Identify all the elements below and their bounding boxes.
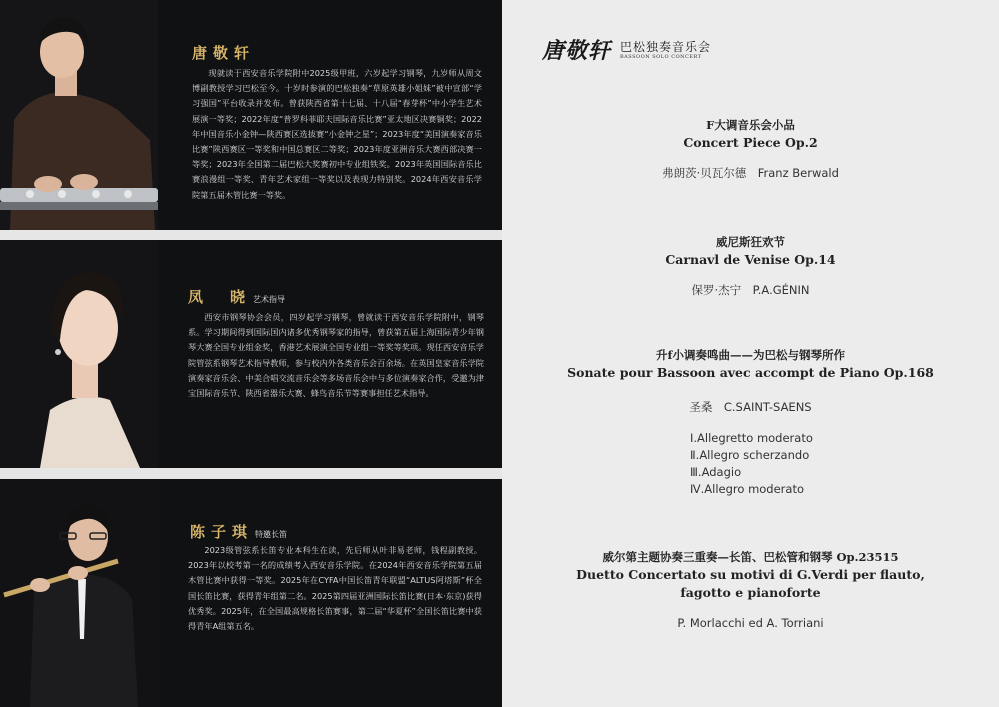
piece-title-cn: 升f小调奏鸣曲——为巴松与钢琴所作 xyxy=(656,348,845,362)
program-item xyxy=(502,116,999,182)
bio-panel-feng xyxy=(0,240,502,468)
bio-name: 唐敬轩 xyxy=(192,44,256,62)
bio-text: 现就读于西安音乐学院附中2025级甲班，六岁起学习钢琴，九岁师从周文博副教授学习巴松至今。十岁时参演的巴松独奏“草原英雄小姐妹”被中宣部“学习强国”平台收录并发布。曾获陕西省第十七届、十八届“春芽杯”中小学生艺术展演一等奖；2022年度“普罗科菲耶夫国际音乐比赛”亚太地区决赛铜奖；2022年中国音乐小金钟—陕西赛区选拔赛“小金钟之星”；2023年度“美国演奏家音乐比赛”陕西赛区一等奖和中国总赛区二等奖；2023年度亚洲音乐大赛西部决赛一等奖；2023年全国第二届巴松大奖赛初中专业组铁奖。2023年英国国际音乐比赛浪漫组一等奖、青年艺术家组一等奖以及表现力特别奖。2024年西安音乐学院第五届木管比赛一等奖。 xyxy=(192,68,482,200)
movement-list xyxy=(502,430,999,498)
composer: P. Morlacchi ed A. Torriani xyxy=(677,616,824,630)
bio-panel-chen xyxy=(0,479,502,707)
bio-name: 陈子琪 特邀长笛 xyxy=(190,523,288,541)
program-item xyxy=(502,233,999,299)
composer: 保罗·杰宁 P.A.GÉNIN xyxy=(691,283,810,297)
piece-title-cn: 威尼斯狂欢节 xyxy=(716,235,785,249)
bassoonist-photo xyxy=(0,0,158,230)
movement: Ⅰ.Allegretto moderato xyxy=(690,431,813,445)
program-page xyxy=(502,0,999,707)
performer-name: 唐敬轩 xyxy=(542,38,612,64)
piece-title: Duetto Concertato su motivi di G.Verdi per flauto, xyxy=(576,567,925,582)
piece-title: fagotto e pianoforte xyxy=(680,585,821,600)
concert-title-cn: 巴松独奏音乐会 xyxy=(620,40,712,54)
composer: 圣桑 C.SAINT-SAENS xyxy=(689,400,812,414)
pianist-photo xyxy=(0,240,158,468)
program-item xyxy=(502,548,999,632)
flutist-photo xyxy=(0,479,158,707)
movement: Ⅳ.Allegro moderato xyxy=(690,482,805,496)
piece-title: Sonate pour Bassoon avec accompt de Piano Op.168 xyxy=(567,365,934,380)
bio-text: 西安市钢琴协会会员，四岁起学习钢琴，曾就读于西安音乐学院附中，钢琴系。学习期间得到国际国内诸多优秀钢琴家的指导，曾获第五届上海国际青少年钢琴大赛全国专业组金奖，香港艺术展演全国专业组一等奖等奖项。现任西安音乐学院管弦系钢琴艺术指导教师，参与校内外各类音乐会百余场。在英国皇家音乐学院演奏家音乐会、中美合唱交流音乐会等多场音乐会中与多位演奏家合作，受邀为津宝国际音乐节、陕西省器乐大赛、蜂鸟音乐节等赛事担任艺术指导。 xyxy=(188,312,484,399)
bio-text: 2023级管弦系长笛专业本科生在读，先后师从叶非易老师，钱程副教授。2023年以校考第一名的成绩考入西安音乐学院。在2024年西安音乐学院第五届木管比赛中获得一等奖。2025年在CYFA中国长笛青年联盟“ALTUS阿塔斯”杯全国长笛比赛，获得青年组第二名。2025第四届亚洲国际长笛比赛(日本·东京)获得优秀奖。2025年，在全国最高规格长笛赛事，第二届“华夏杯”全国长笛比赛中获得青年A组第五名。 xyxy=(188,545,482,632)
concert-title-en: BASSOON SOLO CONCERT xyxy=(620,54,702,60)
piece-title-cn: F大调音乐会小品 xyxy=(706,118,795,132)
movement: Ⅲ.Adagio xyxy=(690,465,742,479)
piece-title: Concert Piece Op.2 xyxy=(683,135,818,150)
bio-panel-tang xyxy=(0,0,502,230)
bio-name: 凤 晓 艺术指导 xyxy=(188,288,286,306)
composer: 弗朗茨·贝瓦尔德 Franz Berwald xyxy=(662,166,839,180)
program-item xyxy=(502,346,999,498)
movement: Ⅱ.Allegro scherzando xyxy=(690,448,810,462)
piece-title: Carnavl de Venise Op.14 xyxy=(665,252,836,267)
piece-title-cn: 威尔第主题协奏三重奏—长笛、巴松管和钢琴 Op.23515 xyxy=(602,550,899,564)
